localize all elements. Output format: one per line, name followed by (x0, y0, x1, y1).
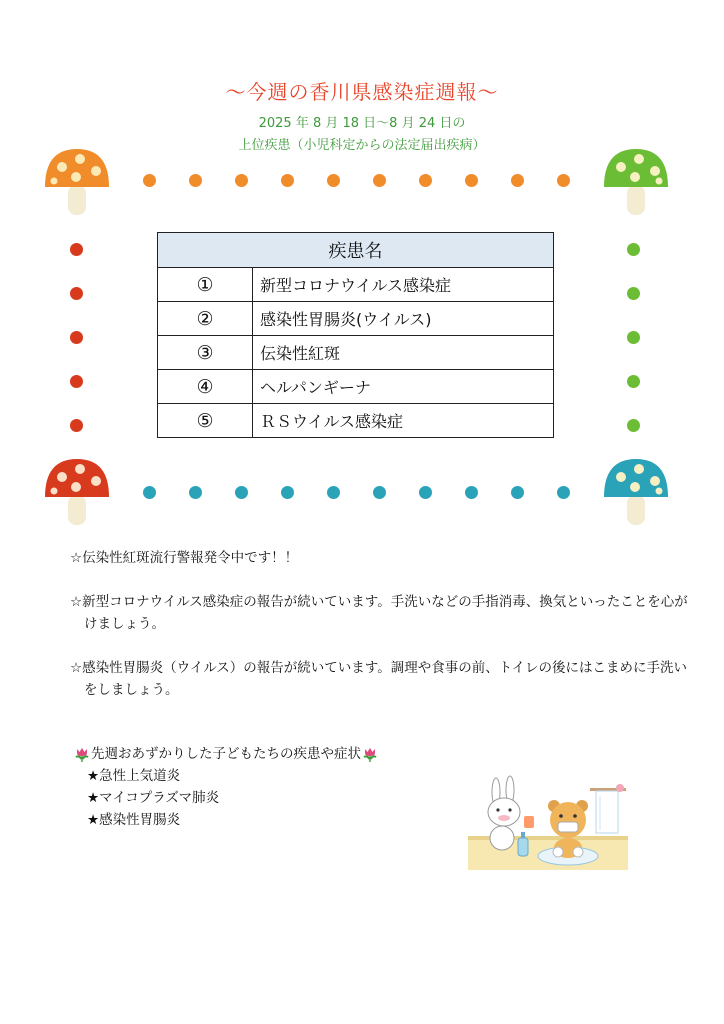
date-range: 2025 年 8 月 18 日～8 月 24 日の (258, 116, 466, 131)
nursery-heading: 先週おあずかりした子どもたちの疾患や症状 (91, 746, 361, 762)
frame-dot (373, 486, 386, 499)
table-header-row (158, 233, 554, 268)
note-gastro: ☆感染性胃腸炎（ウイルス）の報告が続いています。調理や食事の前、トイレの後にはこまめに手洗いをしましょう。 (70, 660, 688, 698)
note-alert: ☆伝染性紅斑流行警報発令中です！！ (70, 550, 299, 566)
nursery-section (75, 743, 377, 831)
disease-name-cell: 感染性胃腸炎(ウイルス) (253, 302, 554, 336)
frame-dot (557, 174, 570, 187)
disease-ranking-table (157, 232, 554, 438)
frame-dot (70, 419, 83, 432)
tulip-icon (363, 747, 377, 762)
frame-dot (281, 486, 294, 499)
frame-dot (465, 174, 478, 187)
frame-dot (627, 375, 640, 388)
orange-mushroom-icon (42, 145, 112, 217)
table-header: 疾患名 (158, 233, 554, 268)
frame-dot (327, 174, 340, 187)
nursery-heading-row (75, 743, 377, 765)
frame-dot (327, 486, 340, 499)
page-title: ～今週の香川県感染症週報～ (225, 80, 499, 104)
tulip-icon (75, 747, 89, 762)
frame-dot (189, 486, 202, 499)
rank-cell: ③ (158, 336, 253, 370)
frame-dot (627, 287, 640, 300)
frame-dot (143, 174, 156, 187)
nursery-list (75, 765, 377, 831)
table-row (158, 404, 554, 438)
description: 上位疾患（小児科定からの法定届出疾病） (238, 138, 486, 153)
list-item: ★急性上気道炎 (87, 768, 181, 784)
note-covid: ☆新型コロナウイルス感染症の報告が続いています。手洗いなどの手指消毒、換気といったことを心がけましょう。 (70, 594, 688, 632)
disease-name-cell: ＲＳウイルス感染症 (253, 404, 554, 438)
frame-dot (465, 486, 478, 499)
notes-section (70, 547, 690, 723)
frame-dot (627, 419, 640, 432)
table-row (158, 370, 554, 404)
teal-mushroom-icon (601, 455, 671, 527)
rank-cell: ① (158, 268, 253, 302)
frame-dot (511, 174, 524, 187)
frame-dot (627, 243, 640, 256)
frame-dot (143, 486, 156, 499)
disease-name-cell: 新型コロナウイルス感染症 (253, 268, 554, 302)
green-mushroom-icon (601, 145, 671, 217)
list-item: ★マイコプラズマ肺炎 (87, 790, 220, 806)
disease-name-cell: ヘルパンギーナ (253, 370, 554, 404)
frame-dot (189, 174, 202, 187)
frame-dot (419, 486, 432, 499)
frame-dot (70, 331, 83, 344)
frame-dot (70, 243, 83, 256)
frame-dot (235, 486, 248, 499)
frame-dot (70, 287, 83, 300)
frame-dot (557, 486, 570, 499)
list-item: ★感染性胃腸炎 (87, 812, 181, 828)
frame-dot (70, 375, 83, 388)
red-mushroom-icon (42, 455, 112, 527)
table-row (158, 268, 554, 302)
rank-cell: ⑤ (158, 404, 253, 438)
frame-dot (281, 174, 294, 187)
frame-dot (511, 486, 524, 499)
handwashing-animals-illustration (468, 772, 630, 874)
rank-cell: ② (158, 302, 253, 336)
table-row (158, 302, 554, 336)
rank-cell: ④ (158, 370, 253, 404)
disease-name-cell: 伝染性紅斑 (253, 336, 554, 370)
frame-dot (235, 174, 248, 187)
frame-dot (373, 174, 386, 187)
frame-dot (627, 331, 640, 344)
frame-dot (419, 174, 432, 187)
table-row (158, 336, 554, 370)
